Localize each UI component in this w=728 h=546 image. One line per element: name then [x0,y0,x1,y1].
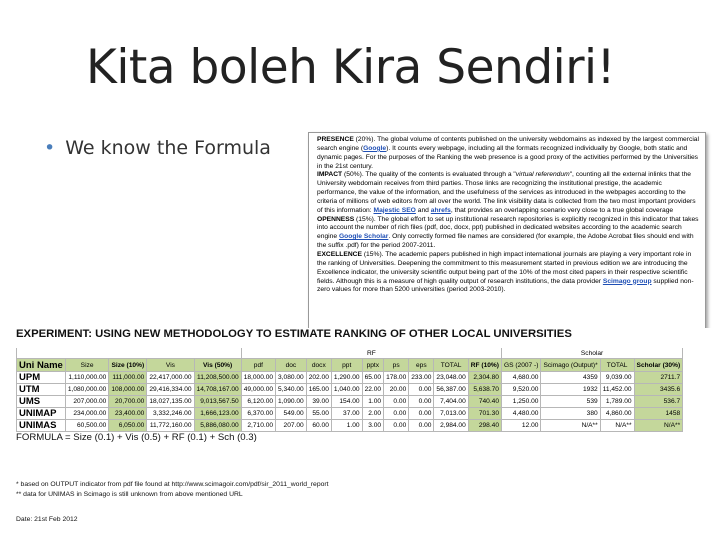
table-cell: 3,332,246.00 [147,408,194,420]
table-cell: 11,772,160.00 [147,420,194,432]
majestic-seo-link[interactable]: Majestic SEO [373,206,416,214]
column-header: Size [65,359,109,372]
date-text: Date: 21st Feb 2012 [16,516,78,523]
table-row [17,384,683,396]
table-cell: 165.00 [306,384,331,396]
table-cell: 7,013.00 [434,408,468,420]
table-cell: 20.00 [384,384,409,396]
openness-paragraph [317,216,699,251]
table-cell: 55.00 [306,408,331,420]
column-header: pptx [362,359,384,372]
column-header: TOTAL [434,359,468,372]
table-cell: 29,416,334.00 [147,384,194,396]
table-cell: 11,452.00 [600,384,634,396]
column-header: docx [306,359,331,372]
table-cell: 56,387.00 [434,384,468,396]
table-cell: N/A** [541,420,600,432]
footnote-1: * based on OUTPUT indicator from pdf file found at http://www.scimagoir.com/pdf/sir_2011_world_report [16,481,329,488]
impact-text-rest: ", counting all the external inlinks that the University webdomain receives from third parties. Those links are recognizing the institutional prestige, the academic performance, the value of the information, and the usefulness of the services as introduced in the webpages according to the criteria of millions of web editors from all over the world. The link visibility data is collected from the two most important providers of this information: [317,171,696,214]
table-cell: 4,860.00 [600,408,634,420]
column-header: Scimago (Output)* [541,359,600,372]
column-header: eps [409,359,434,372]
table-cell: 11,208,500.00 [194,372,241,384]
bullet-item [44,137,271,159]
table-cell: 20,700.00 [109,396,147,408]
table-cell: 39.00 [306,396,331,408]
table-row [17,420,683,432]
table-cell: 9,013,567.50 [194,396,241,408]
table-row [17,408,683,420]
slide-title: Kita boleh Kira Sendiri! [86,40,615,95]
impact-and-text: and [415,206,431,214]
presence-text-rest: ). It counts every webpage, including all the formats recognized individually by Google, both static and dynamic pages. For the purposes of the Ranking the web presence is a good proxy of the activities performed by the Universities in the 21st century. [317,144,699,170]
table-cell: 3,080.00 [276,372,307,384]
formula-text: FORMULA = Size (0.1) + Vis (0.5) + RF (0.1) + Sch (0.3) [16,432,257,443]
table-cell: 0.00 [384,408,409,420]
group-header-row [17,348,683,359]
openness-text-rest: . Only correctly formed file names are considered (for example, the Adobe Acrobat files should end with the suffix .pdf) for the period 2007-2011. [317,233,694,250]
column-header: doc [276,359,307,372]
table-cell: 1,666,123.00 [194,408,241,420]
table-cell: 536.7 [634,396,683,408]
column-header: Scholar (30%) [634,359,683,372]
experiment-title: EXPERIMENT: USING NEW METHODOLOGY TO ESTIMATE RANKING OF OTHER LOCAL UNIVERSITIES [16,328,572,340]
table-cell: 2.00 [362,408,384,420]
table-cell: 0.00 [409,420,434,432]
uni-name-cell: UPM [17,372,66,384]
table-cell: 22.00 [362,384,384,396]
impact-italic-text: virtual referendum [515,171,570,179]
table-cell: 2,984.00 [434,420,468,432]
table-cell: 18,027,135.00 [147,396,194,408]
excellence-paragraph [317,251,699,295]
bullet-text: We know the Formula [65,137,271,159]
table-cell: 202.00 [306,372,331,384]
excellence-heading: EXCELLENCE [317,250,362,258]
table-cell: 22,417,000.00 [147,372,194,384]
table-cell: 380 [541,408,600,420]
table-cell: 6,370.00 [241,408,275,420]
column-header-row [17,359,683,372]
table-cell: 0.00 [384,420,409,432]
table-cell: 1,080,000.00 [65,384,109,396]
table-cell: 6,050.00 [109,420,147,432]
table-cell: 60,500.00 [65,420,109,432]
table-cell: 549.00 [276,408,307,420]
table-cell: 14,708,167.00 [194,384,241,396]
table-cell: 0.00 [409,384,434,396]
table-cell: 1,250.00 [501,396,540,408]
presence-text: (20%). The global volume of contents published on the university webdomains as indexed by the largest commercial search engine ( [317,136,700,152]
uni-name-cell: UTM [17,384,66,396]
uni-name-cell: UNIMAP [17,408,66,420]
presence-paragraph [317,136,699,171]
table-cell: 37.00 [331,408,362,420]
methodology-textbox [308,132,706,330]
table-cell: 4,680.00 [501,372,540,384]
table-cell: 12.00 [501,420,540,432]
spreadsheet-image [14,328,716,534]
table-cell: 2,710.00 [241,420,275,432]
table-cell: 154.00 [331,396,362,408]
scimago-group-link[interactable]: Scimago group [602,277,652,285]
column-header: TOTAL [600,359,634,372]
table-cell: 178.00 [384,372,409,384]
table-cell: 1.00 [362,396,384,408]
google-link[interactable]: Google [363,144,387,152]
table-cell: 207.00 [276,420,307,432]
table-cell: 5,886,080.00 [194,420,241,432]
column-header: Size (10%) [109,359,147,372]
presence-heading: PRESENCE [317,136,354,143]
bullet-dot-icon: • [44,137,56,159]
table-cell: 9,039.00 [600,372,634,384]
table-cell: N/A** [600,420,634,432]
group-rf: RF [241,348,501,359]
table-cell: 0.00 [409,396,434,408]
table-cell: 1,040.00 [331,384,362,396]
excellence-text-rest: supplied non-zero values for more than 5200 universities (period 2003-2010). [317,277,694,294]
impact-paragraph [317,171,699,215]
openness-heading: OPENNESS [317,215,355,223]
table-cell: 2,304.80 [468,372,501,384]
footnote-2: ** data for UNIMAS in Scimago is still unknown from above mentioned URL [16,491,243,498]
table-cell: 3.00 [362,420,384,432]
table-cell: 740.40 [468,396,501,408]
table-cell: 1.00 [331,420,362,432]
column-header: ps [384,359,409,372]
table-cell: 9,520.00 [501,384,540,396]
table-cell: 3435.6 [634,384,683,396]
table-cell: 1932 [541,384,600,396]
table-cell: 1,090.00 [276,396,307,408]
table-cell: 207,000.00 [65,396,109,408]
group-scholar: Scholar [501,348,682,359]
column-header: GS (2007 -) [501,359,540,372]
ranking-table [16,348,683,432]
table-cell: 111,000.00 [109,372,147,384]
table-row [17,372,683,384]
table-cell: 23,048.00 [434,372,468,384]
table-cell: 2711.7 [634,372,683,384]
table-cell: 701.30 [468,408,501,420]
table-cell: 1,290.00 [331,372,362,384]
ahrefs-link[interactable]: ahrefs [430,206,451,214]
uni-name-cell: UMS [17,396,66,408]
table-cell: 1,110,000.00 [65,372,109,384]
table-cell: 1,789.00 [600,396,634,408]
impact-text-end: , that provides an overlapping scenario very close to a true global coverage [450,206,674,214]
table-cell: 5,638.70 [468,384,501,396]
column-header: Vis (50%) [194,359,241,372]
table-cell: 4,480.00 [501,408,540,420]
openness-text: (15%). The global effort to set up institutional research repositories is explicitly recognized in this indicator that takes into account the number of rich files (pdf, doc, docx, ppt) published in dedicated websites according to the academic search engine [317,215,699,241]
table-cell: 23,400.00 [109,408,147,420]
column-header: RF (10%) [468,359,501,372]
table-cell: 0.00 [384,396,409,408]
google-scholar-link[interactable]: Google Scholar [338,233,389,241]
table-cell: 108,000.00 [109,384,147,396]
table-cell: 6,120.00 [241,396,275,408]
table-cell: 1458 [634,408,683,420]
table-cell: 7,404.00 [434,396,468,408]
table-cell: 49,000.00 [241,384,275,396]
impact-heading: IMPACT [317,171,343,179]
table-cell: 65.00 [362,372,384,384]
column-header: Vis [147,359,194,372]
group-spacer [17,348,242,359]
table-cell: N/A** [634,420,683,432]
impact-text: (50%). The quality of the contents is evaluated through a " [342,171,516,179]
uni-name-cell: UNIMAS [17,420,66,432]
column-header: Uni Name [17,359,66,372]
table-cell: 298.40 [468,420,501,432]
column-header: pdf [241,359,275,372]
table-cell: 5,340.00 [276,384,307,396]
table-cell: 234,000.00 [65,408,109,420]
table-cell: 0.00 [409,408,434,420]
excellence-text: (15%). The academic papers published in high impact international journals are playing a very important role in the ranking of Universities. Deepening the commitment to this measurement started in previous edition we are introducing the Excellence indicator, the university scientific output being part of the 10% of the most cited papers in their respective scientific fields. Although this is a measure of high quality output of research institutions, the data provider [317,250,692,285]
table-cell: 4359 [541,372,600,384]
column-header: ppt [331,359,362,372]
table-cell: 60.00 [306,420,331,432]
table-row [17,396,683,408]
table-cell: 539 [541,396,600,408]
table-cell: 18,000.00 [241,372,275,384]
table-cell: 233.00 [409,372,434,384]
